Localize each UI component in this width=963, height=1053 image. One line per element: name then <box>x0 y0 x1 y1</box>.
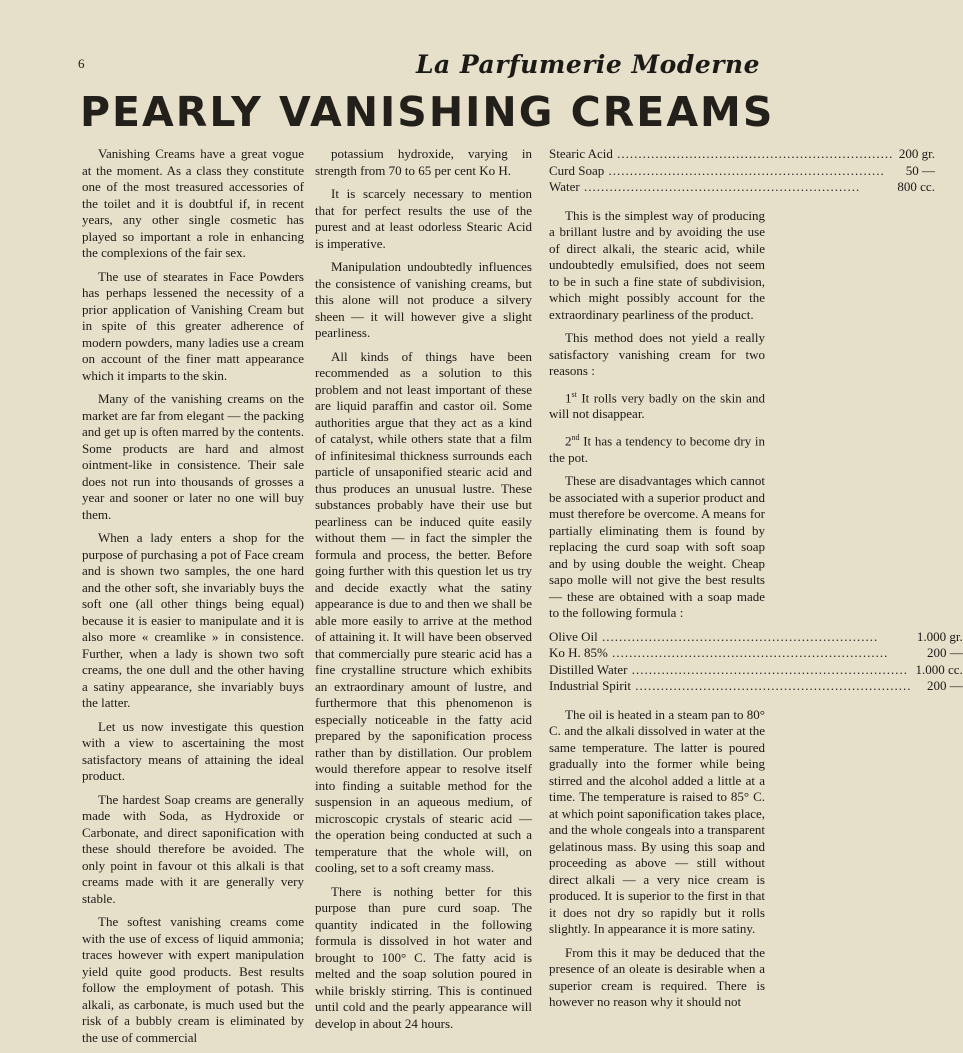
reason-item <box>549 387 765 423</box>
paragraph: The hardest Soap creams are generally made with Soda, as Hydroxide or Carbonate, and direct saponification with these should therefore be avoided. The only point in favour ot this alkali is that creams made with it are generally very stable. <box>82 791 304 906</box>
ingredient-quantity: 800 cc. <box>897 179 935 194</box>
column-3 <box>549 146 963 1018</box>
formula-table-soap <box>549 629 963 695</box>
reason-text: It has a tendency to become dry in the pot. <box>549 433 766 465</box>
paragraph: potassium hydroxide, varying in strength from 70 to 65 per cent Ko H. <box>315 146 532 178</box>
column-2 <box>315 146 532 1039</box>
ingredient-quantity: 50 — <box>905 162 935 178</box>
reason-number: 2 <box>565 433 572 449</box>
paragraph: There is nothing better for this purpose than pure curd soap. The quantity indicated in the following formula is dissolved in hot water and brought to 100° C. The fatty acid is melted and the soap solution poured in while briskly stirring. This is continued until cold and the pearly appearance will develop in about 24 hours. <box>315 883 532 1031</box>
ingredient-quantity: 1.000 cc. <box>915 661 963 677</box>
ingredient-name: Water ..... <box>549 179 893 196</box>
masthead-logo: La Parfumerie Moderne <box>415 50 760 79</box>
reason-number: 1 <box>565 389 572 405</box>
formula-row <box>549 662 963 679</box>
paragraph: The softest vanishing creams come with the use of excess of liquid ammonia; traces however with expert manipulation yield quite good products. Best results follow the employment of potash. This alkali, as carbonate, is much used but the risk of a bubbly cream is eliminated by the use of commercial <box>82 914 304 1045</box>
paragraph: These are disadvantages which cannot be associated with a superior product and must therefore be overcome. A means for partially eliminating them is found by replacing the curd soap with soft soap and by using double the weight. Cheap sapo molle will not give the best results — these are obtained with a soap made to the following formula : <box>549 473 765 621</box>
formula-row <box>549 678 963 695</box>
paragraph: This method does not yield a really satisfactory vanishing cream for two reasons : <box>549 330 765 378</box>
formula-row <box>549 163 935 180</box>
paragraph: All kinds of things have been recommended as a solution to this problem and not least important of these are liquid paraffin and castor oil. Some authorities argue that they act as a kind of catalyst, while others state that a film of infinitesimal thickness surrounds each particle of unsaponified stearic acid and thus produces an unusual lustre. These substances probably have their use but pearliness can be induced quite easily without them — in fact the simpler the formula and process, the better. Before going further with this question let us try and decide exactly what the satiny appearance is due to and then we shall be able more easily to arrive at the method of attaining it. It will have been observed that commercially pure stearic acid has a fine crystalline structure which exhibits an extraordinary amount of lustre, and furthermore that this phenomenon is especially noticeable in the fatty acid prepared by the saponification process rather than by distillation. Our problem would therefore appear to resolve itself into finding a suitable method for the suspension in an aqueous medium, of microscopic crystals of stearic acid — the operation being conducted at such a temperature that the whole will, on cooling, set to a soft creamy mass. <box>315 348 532 875</box>
paragraph: The oil is heated in a steam pan to 80° C. and the alkali dissolved in water at the same temperature. The latter is poured gradually into the former while being stirred and the alcohol added a little at a time. The temperature is raised to 85° C. at which point saponification takes place, and the whole congeals into a transparent gelatinous mass. By using this soap and proceeding as above — still without direct alkali — a very nice cream is produced. It is superior to the first in that it does not dry so rapidly but it rolls slightly. In appearance it is more satiny. <box>549 706 765 937</box>
paragraph: This is the simplest way of producing a brillant lustre and by avoiding the use of direct alkali, the stearic acid, while undoubtedly emulsified, does not seem to be in such a fine state of subdivision, which might possibly account for the extraordinary pearliness of the product. <box>549 207 765 322</box>
ingredient-quantity: 200 gr. <box>898 146 935 161</box>
ingredient-quantity: 200 — <box>927 645 963 661</box>
ingredient-name: Curd Soap ..... <box>549 163 893 180</box>
ingredient-quantity: 1.000 gr. <box>916 628 963 644</box>
formula-row <box>549 629 963 646</box>
paragraph: Let us now investigate this question with a view to ascertaining the most satisfactory means of attaining the ideal product. <box>82 718 304 783</box>
formula-table-curd-soap <box>549 146 935 196</box>
reason-item <box>549 430 765 466</box>
paragraph: Many of the vanishing creams on the market are far from elegant — the packing and get up is often marred by the contents. Some products are hard and almost ointment-like in consistence. Their sale does not run into thousands of grosses a year and sooner or later no one will buy them. <box>82 391 304 522</box>
ingredient-quantity: 200 — <box>927 678 963 694</box>
article-headline: PEARLY VANISHING CREAMS <box>80 88 775 136</box>
page-number: 6 <box>78 56 85 71</box>
reason-ordinal: nd <box>571 432 580 442</box>
paragraph: When a lady enters a shop for the purpose of purchasing a pot of Face cream and is shown two samples, the one hard and the other soft, she invariably buys the soft one (all other things being equal) because it is easier to manipulate and it is also more « creamlike » in consistence. Further, when a lady is shown two soft creams, the one dull and the other having a satiny appearance, she invariably buys the latter. <box>82 530 304 710</box>
formula-row <box>549 645 963 662</box>
ingredient-name: Stearic Acid ..... <box>549 146 893 163</box>
reason-ordinal: st <box>571 389 577 399</box>
ingredient-name: Industrial Spirit ..... <box>549 678 911 695</box>
ingredient-name: Distilled Water ..... <box>549 662 911 679</box>
ingredient-name: Ko H. 85% ..... <box>549 645 911 662</box>
reason-text: It rolls very badly on the skin and will not disappear. <box>549 389 766 422</box>
paragraph: From this it may be deduced that the presence of an oleate is desirable when a superior cream is required. There is however no reason why it should not <box>549 944 765 1010</box>
paragraph: It is scarcely necessary to mention that for perfect results the use of the purest and at least odorless Stearic Acid is imperative. <box>315 186 532 251</box>
formula-row <box>549 179 935 196</box>
paragraph: Vanishing Creams have a great vogue at the moment. As a class they constitute one of the most treasured accessories of the toilet and it is doubtful if, in recent years, any other single cosmetic has played so important a role in enhancing the complexions of the fair sex. <box>82 146 304 260</box>
paragraph: Manipulation undoubtedly influences the consistence of vanishing creams, but this alone will not produce a silvery sheen — it will however give a slight pearliness. <box>315 259 532 340</box>
column-1 <box>82 146 304 1053</box>
formula-row <box>549 146 935 163</box>
ingredient-name: Olive Oil ..... <box>549 629 911 646</box>
paragraph: The use of stearates in Face Powders has perhaps lessened the necessity of a prior application of Vanishing Cream but in spite of this greater adherence of modern powders, many ladies use a cream on account of the finer matt appearance which it imparts to the skin. <box>82 268 304 383</box>
